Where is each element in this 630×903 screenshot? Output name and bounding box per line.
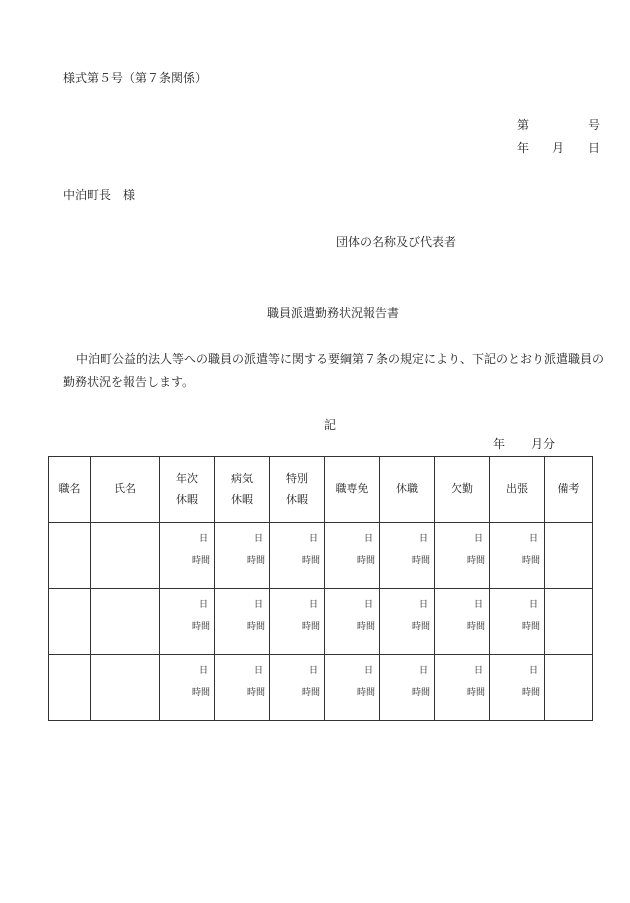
- header-kekkin: 欠勤: [435, 457, 490, 523]
- unit-hour: 時間: [466, 622, 485, 632]
- cell-tokubetsu-kyuka[interactable]: [270, 523, 325, 589]
- doc-number-prefix: 第: [517, 118, 530, 132]
- unit-hour: 時間: [356, 622, 375, 632]
- cell-shimei[interactable]: [91, 523, 160, 589]
- cell-byoki-kyuka[interactable]: [215, 655, 270, 721]
- header-line: 病気: [231, 471, 253, 485]
- unit-hour: 時間: [191, 688, 210, 698]
- cell-shimei[interactable]: [91, 589, 160, 655]
- table-row: [49, 589, 593, 655]
- unit-hour: 時間: [466, 556, 485, 566]
- cell-shokusenmen[interactable]: [325, 589, 380, 655]
- cell-shokusenmen[interactable]: [325, 523, 380, 589]
- unit-hour: 時間: [246, 556, 265, 566]
- cell-biko[interactable]: [545, 589, 593, 655]
- cell-kekkin[interactable]: [435, 523, 490, 589]
- addressee: 中泊町長 様: [63, 188, 136, 202]
- unit-hour: 時間: [411, 556, 430, 566]
- cell-kekkin[interactable]: [435, 655, 490, 721]
- unit-day: 日: [198, 534, 208, 544]
- header-line: 休暇: [231, 492, 253, 506]
- unit-day: 日: [418, 600, 428, 610]
- cell-byoki-kyuka[interactable]: [215, 523, 270, 589]
- unit-day: 日: [528, 534, 538, 544]
- applicant-label: 団体の名称及び代表者: [336, 235, 457, 249]
- header-line: 休暇: [176, 492, 198, 506]
- unit-day: 日: [198, 600, 208, 610]
- unit-day: 日: [198, 666, 208, 676]
- header-shimei: 氏名: [91, 457, 160, 523]
- cell-tokubetsu-kyuka[interactable]: [270, 589, 325, 655]
- header-shokusenmen: 職専免: [325, 457, 380, 523]
- cell-kekkin[interactable]: [435, 589, 490, 655]
- header-biko: 備考: [545, 457, 593, 523]
- cell-tokubetsu-kyuka[interactable]: [270, 655, 325, 721]
- unit-day: 日: [528, 666, 538, 676]
- cell-byoki-kyuka[interactable]: [215, 589, 270, 655]
- cell-shokumei[interactable]: [49, 523, 91, 589]
- doc-number-suffix: 号: [588, 118, 601, 132]
- unit-day: 日: [253, 666, 263, 676]
- header-line: 特別: [286, 471, 308, 485]
- header-line: 年次: [176, 471, 198, 485]
- cell-nenji-kyuka[interactable]: [160, 523, 215, 589]
- unit-hour: 時間: [301, 688, 320, 698]
- unit-hour: 時間: [521, 556, 540, 566]
- unit-hour: 時間: [356, 556, 375, 566]
- table-header-row: [49, 457, 593, 523]
- unit-day: 日: [253, 534, 263, 544]
- cell-shimei[interactable]: [91, 655, 160, 721]
- unit-day: 日: [363, 534, 373, 544]
- ki-heading: 記: [324, 418, 337, 432]
- header-line: 休暇: [286, 492, 308, 506]
- body-text-line-2: 勤務状況を報告します。: [63, 375, 195, 389]
- unit-hour: 時間: [246, 622, 265, 632]
- header-byoki-kyuka: [215, 457, 270, 523]
- cell-shutcho[interactable]: [490, 523, 545, 589]
- unit-hour: 時間: [246, 688, 265, 698]
- unit-day: 日: [418, 534, 428, 544]
- cell-kyushoku[interactable]: [380, 523, 435, 589]
- cell-shokumei[interactable]: [49, 589, 91, 655]
- date-month: 月: [552, 141, 565, 155]
- header-shutcho: 出張: [490, 457, 545, 523]
- form-label: 様式第５号（第７条関係）: [63, 71, 208, 85]
- unit-hour: 時間: [521, 622, 540, 632]
- unit-hour: 時間: [411, 622, 430, 632]
- header-nenji-kyuka: [160, 457, 215, 523]
- unit-hour: 時間: [301, 556, 320, 566]
- unit-day: 日: [473, 600, 483, 610]
- unit-hour: 時間: [301, 622, 320, 632]
- unit-day: 日: [253, 600, 263, 610]
- cell-shutcho[interactable]: [490, 655, 545, 721]
- unit-hour: 時間: [191, 556, 210, 566]
- unit-day: 日: [473, 666, 483, 676]
- cell-biko[interactable]: [545, 655, 593, 721]
- date-year: 年: [517, 141, 530, 155]
- unit-day: 日: [418, 666, 428, 676]
- period-year: 年: [493, 437, 506, 451]
- unit-hour: 時間: [466, 688, 485, 698]
- table-row: [49, 655, 593, 721]
- date-day: 日: [588, 141, 601, 155]
- cell-nenji-kyuka[interactable]: [160, 655, 215, 721]
- period-month: 月分: [531, 437, 556, 451]
- unit-day: 日: [528, 600, 538, 610]
- body-text-line-1: 中泊町公益的法人等への職員の派遣等に関する要綱第７条の規定により、下記のとおり派遣職員の: [76, 352, 605, 366]
- table-row: [49, 523, 593, 589]
- unit-hour: 時間: [356, 688, 375, 698]
- header-tokubetsu-kyuka: [270, 457, 325, 523]
- unit-hour: 時間: [191, 622, 210, 632]
- cell-shokusenmen[interactable]: [325, 655, 380, 721]
- unit-day: 日: [363, 600, 373, 610]
- cell-shutcho[interactable]: [490, 589, 545, 655]
- header-kyushoku: 休職: [380, 457, 435, 523]
- unit-day: 日: [363, 666, 373, 676]
- unit-hour: 時間: [411, 688, 430, 698]
- cell-biko[interactable]: [545, 523, 593, 589]
- document-title: 職員派遣勤務状況報告書: [267, 306, 400, 320]
- unit-day: 日: [308, 534, 318, 544]
- unit-hour: 時間: [521, 688, 540, 698]
- cell-nenji-kyuka[interactable]: [160, 589, 215, 655]
- cell-kyushoku[interactable]: [380, 655, 435, 721]
- cell-kyushoku[interactable]: [380, 589, 435, 655]
- header-shokumei: 職名: [49, 457, 91, 523]
- attendance-table: [48, 456, 593, 721]
- unit-day: 日: [308, 666, 318, 676]
- unit-day: 日: [473, 534, 483, 544]
- unit-day: 日: [308, 600, 318, 610]
- cell-shokumei[interactable]: [49, 655, 91, 721]
